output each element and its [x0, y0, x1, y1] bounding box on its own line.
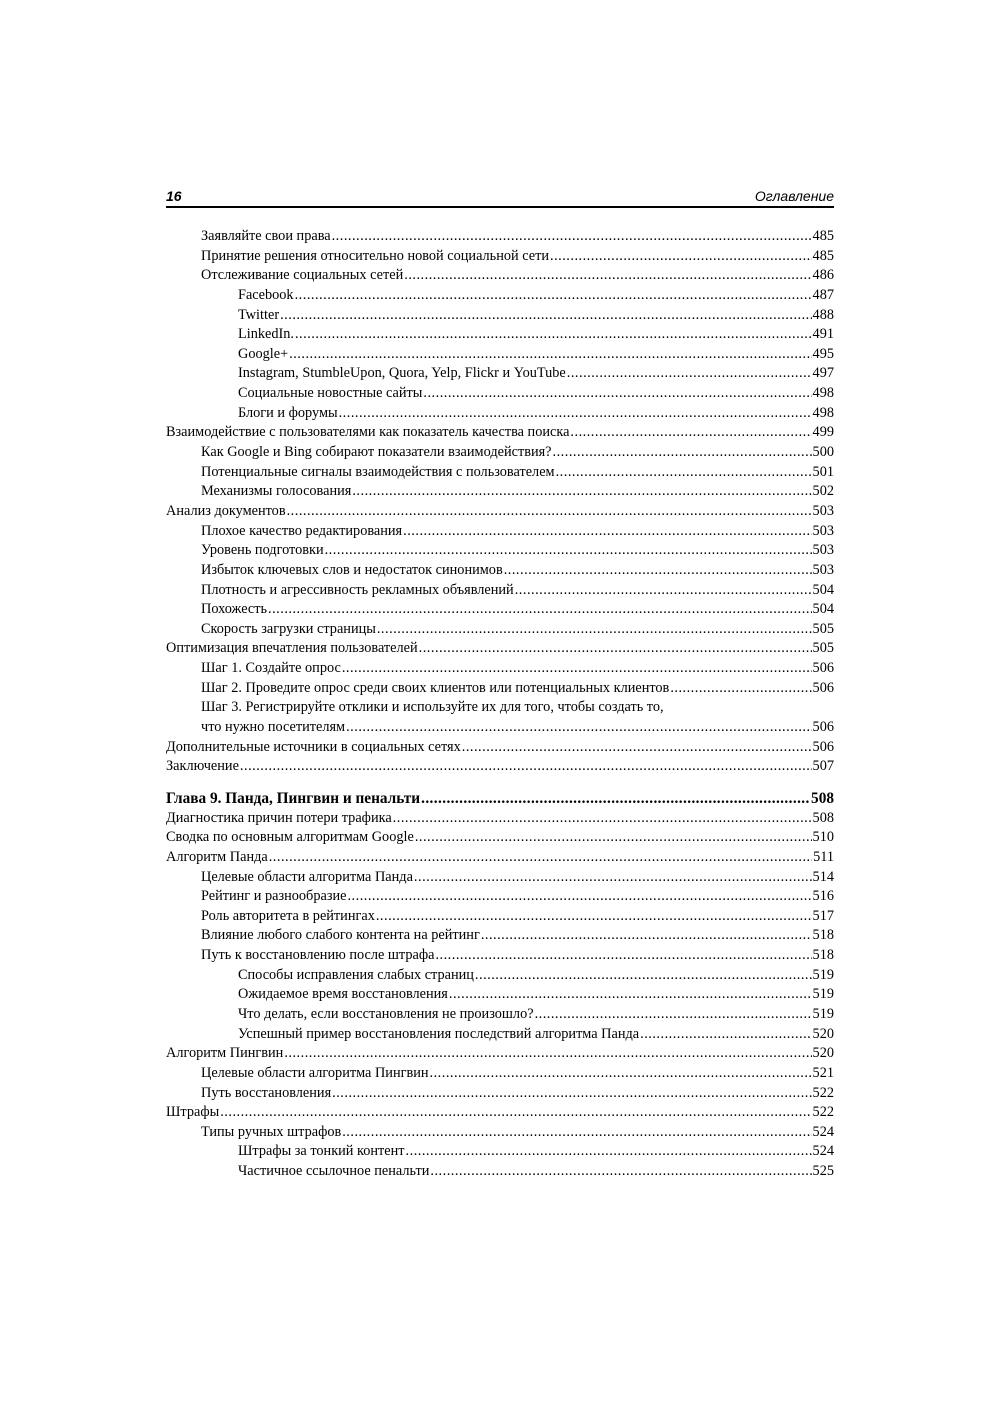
- toc-page-number: 506: [812, 719, 834, 736]
- toc-page-number: 504: [812, 581, 834, 598]
- toc-entry-title: Facebook: [238, 286, 294, 303]
- toc-page-number: 500: [812, 444, 834, 461]
- toc-entry-title: Оптимизация впечатления пользователей: [166, 640, 418, 657]
- toc-page-number: 517: [812, 907, 834, 924]
- toc-entry: [166, 522, 834, 542]
- toc-entry: [166, 757, 834, 777]
- toc-entry: [166, 620, 834, 640]
- toc-entry-title: Социальные новостные сайты: [238, 385, 423, 402]
- toc-entry: [166, 345, 834, 365]
- toc-page-number: 503: [812, 502, 834, 519]
- dot-leader: [556, 463, 812, 483]
- dot-leader: [535, 1005, 812, 1025]
- toc-page-number: 498: [812, 385, 834, 402]
- toc-entry-title: Сводка по основным алгоритмам Google: [166, 829, 414, 846]
- toc-entry: [166, 946, 834, 966]
- toc-entry: [166, 1084, 834, 1104]
- toc-entry-title: Заключение: [166, 758, 239, 775]
- toc-entry: [166, 1005, 834, 1025]
- dot-leader: [430, 1064, 812, 1084]
- toc-page-number: 518: [812, 947, 834, 964]
- dot-leader: [342, 659, 812, 679]
- toc-entry-title: Ожидаемое время восстановления: [238, 986, 448, 1003]
- toc-page-number: 520: [812, 1025, 834, 1042]
- dot-leader: [462, 738, 812, 758]
- toc-entry: [166, 1025, 834, 1045]
- toc-entry: [166, 600, 834, 620]
- toc-entry-title: Уровень подготовки: [201, 542, 324, 559]
- toc-entry: [166, 561, 834, 581]
- toc-entry-title: Шаг 1. Создайте опрос: [201, 660, 341, 677]
- toc-entry-title: Instagram, StumbleUpon, Quora, Yelp, Flickr и YouTube: [238, 365, 566, 382]
- toc-entry-title: Шаг 2. Проведите опрос среди своих клиентов или потенциальных клиентов: [201, 679, 670, 696]
- toc-entry-title: Штрафы за тонкий контент: [238, 1143, 405, 1160]
- toc-entry-title: Как Google и Bing собирают показатели взаимодействия?: [201, 444, 552, 461]
- dot-leader: [268, 600, 812, 620]
- toc-page-number: 504: [812, 601, 834, 618]
- toc-page-number: 487: [812, 286, 834, 303]
- toc-page-number: 503: [812, 561, 834, 578]
- toc-entry-title: Успешный пример восстановления последствий алгоритма Панда: [238, 1025, 640, 1042]
- toc-entry: [166, 907, 834, 927]
- toc-entry-title: Google+: [238, 345, 289, 362]
- toc-page-number: 520: [812, 1045, 834, 1062]
- toc-page-number: 516: [812, 888, 834, 905]
- toc-page-number: 499: [812, 424, 834, 441]
- toc-entry-title: Алгоритм Панда: [166, 848, 268, 865]
- toc-entry-title-continuation: что нужно посетителям: [201, 719, 346, 736]
- toc-entry-title: Шаг 3. Регистрируйте отклики и используйте их для того, чтобы создать то,: [201, 699, 664, 716]
- dot-leader: [332, 1084, 811, 1104]
- dot-leader: [435, 946, 811, 966]
- page-number: 16: [166, 188, 182, 204]
- toc-entry-title: Заявляйте свои права: [201, 228, 331, 244]
- toc-entry-title: Рейтинг и разнообразие: [201, 888, 347, 905]
- toc-entry-title: Принятие решения относительно новой социальной сети: [201, 247, 549, 264]
- toc-page-number: 524: [812, 1123, 834, 1140]
- toc-entry: [166, 1162, 834, 1182]
- toc-entry: [166, 247, 834, 267]
- toc-page-number: 514: [812, 868, 834, 885]
- toc-page-number: 524: [812, 1143, 834, 1160]
- toc-entry: [166, 679, 834, 699]
- toc-entry: [166, 738, 834, 758]
- toc-entry-title: Механизмы голосования: [201, 483, 352, 500]
- toc-entry: [166, 828, 834, 848]
- toc-page-number: 519: [812, 966, 834, 983]
- toc-entry-title: Путь к восстановлению после штрафа: [201, 947, 435, 964]
- toc-entry-title: Роль авторитета в рейтингах: [201, 907, 375, 924]
- toc-entry-title: Скорость загрузки страницы: [201, 620, 376, 637]
- toc-entry: [166, 868, 834, 888]
- toc-page-number: 503: [812, 522, 834, 539]
- toc-entry: [166, 306, 834, 326]
- toc-entry-title: Блоги и форумы: [238, 404, 338, 421]
- toc-entry-title: Плохое качество редактирования: [201, 522, 403, 539]
- toc-page-number: 522: [812, 1104, 834, 1121]
- toc-page-number: 506: [812, 660, 834, 677]
- toc-page-number: 511: [813, 848, 834, 865]
- toc-entry: [166, 325, 834, 345]
- dot-leader: [421, 789, 810, 809]
- toc-entry: [166, 848, 834, 868]
- dot-leader: [553, 443, 812, 463]
- toc-entry-title: Штрафы: [166, 1104, 220, 1121]
- dot-leader: [295, 325, 812, 345]
- toc-entry: [166, 809, 834, 829]
- toc-chapter-entry: [166, 789, 834, 809]
- toc-page-number: 506: [812, 738, 834, 755]
- dot-leader: [346, 718, 811, 738]
- toc-page-number: 510: [812, 829, 834, 846]
- toc-entry: [166, 639, 834, 659]
- toc-page-number: 503: [812, 542, 834, 559]
- toc-entry-title: Потенциальные сигналы взаимодействия с пользователем: [201, 463, 555, 480]
- toc-page-number: 508: [812, 809, 834, 826]
- toc-entry-title: Целевые области алгоритма Панда: [201, 868, 413, 885]
- toc-page-number: 491: [812, 326, 834, 343]
- toc-entry-title: Анализ документов: [166, 502, 286, 519]
- dot-leader: [280, 306, 811, 326]
- dot-leader: [406, 1142, 812, 1162]
- dot-leader: [430, 1162, 811, 1182]
- toc-entry-title: LinkedIn.: [238, 326, 294, 343]
- dot-leader: [284, 1044, 811, 1064]
- toc-entry-title: Влияние любого слабого контента на рейтинг: [201, 927, 480, 944]
- dot-leader: [403, 522, 811, 542]
- dot-leader: [515, 581, 812, 601]
- toc-entry: [166, 482, 834, 502]
- toc-entry: [166, 541, 834, 561]
- toc-entry: [166, 404, 834, 424]
- toc-entry: [166, 659, 834, 679]
- toc-entry: [166, 1064, 834, 1084]
- dot-leader: [332, 227, 812, 247]
- dot-leader: [325, 541, 812, 561]
- dot-leader: [567, 364, 812, 384]
- dot-leader: [449, 985, 812, 1005]
- toc-page-number: 495: [812, 345, 834, 362]
- toc-entry-title: Избыток ключевых слов и недостаток синонимов: [201, 561, 503, 578]
- toc-entry-title: Что делать, если восстановления не произошло?: [238, 1005, 534, 1022]
- dot-leader: [289, 345, 811, 365]
- running-title: Оглавление: [754, 188, 834, 204]
- table-of-contents: [166, 227, 834, 1182]
- toc-page-number: 486: [812, 267, 834, 284]
- dot-leader: [287, 502, 812, 522]
- toc-entry: [166, 463, 834, 483]
- toc-entry: [166, 1044, 834, 1064]
- toc-page-number: 501: [812, 463, 834, 480]
- dot-leader: [339, 404, 812, 424]
- toc-page-number: 507: [812, 758, 834, 775]
- toc-entry-title: Алгоритм Пингвин: [166, 1045, 284, 1062]
- toc-entry-title: Похожесть: [201, 601, 268, 618]
- dot-leader: [550, 247, 812, 267]
- toc-entry-title: Отслеживание социальных сетей: [201, 267, 404, 284]
- dot-leader: [295, 286, 812, 306]
- dot-leader: [504, 561, 812, 581]
- toc-page-number: 519: [812, 986, 834, 1003]
- toc-page-number: 518: [812, 927, 834, 944]
- toc-entry: [166, 1103, 834, 1123]
- toc-page-number: 521: [812, 1064, 834, 1081]
- toc-entry-title: Twitter: [238, 306, 280, 323]
- dot-leader: [481, 926, 812, 946]
- toc-page-number: 502: [812, 483, 834, 500]
- toc-entry: [166, 1123, 834, 1143]
- dot-leader: [404, 266, 811, 286]
- toc-entry: [166, 718, 834, 738]
- toc-entry: [166, 966, 834, 986]
- dot-leader: [342, 1123, 811, 1143]
- dot-leader: [415, 828, 812, 848]
- toc-page-number: 498: [812, 404, 834, 421]
- toc-entry: [166, 266, 834, 286]
- dot-leader: [269, 848, 812, 868]
- dot-leader: [570, 423, 811, 443]
- toc-page-number: 505: [812, 620, 834, 637]
- dot-leader: [670, 679, 811, 699]
- toc-entry-title: Глава 9. Панда, Пингвин и пенальти: [166, 789, 421, 807]
- dot-leader: [347, 887, 811, 907]
- dot-leader: [419, 639, 812, 659]
- toc-page-number: 497: [812, 365, 834, 382]
- dot-leader: [475, 966, 812, 986]
- toc-entry-title: Целевые области алгоритма Пингвин: [201, 1064, 429, 1081]
- toc-entry: [166, 443, 834, 463]
- toc-entry: [166, 887, 834, 907]
- toc-entry-title: Путь восстановления: [201, 1084, 332, 1101]
- toc-entry-title: Способы исправления слабых страниц: [238, 966, 474, 983]
- dot-leader: [240, 757, 812, 777]
- toc-entry: [166, 364, 834, 384]
- toc-page-number: 488: [812, 306, 834, 323]
- toc-entry: [166, 1142, 834, 1162]
- dot-leader: [393, 809, 812, 829]
- toc-page-number: 519: [812, 1005, 834, 1022]
- toc-entry-title: Плотность и агрессивность рекламных объявлений: [201, 581, 514, 598]
- toc-entry: [166, 502, 834, 522]
- dot-leader: [640, 1025, 811, 1045]
- toc-page-number: 485: [812, 228, 834, 244]
- toc-entry-title: Дополнительные источники в социальных сетях: [166, 738, 461, 755]
- toc-entry-title: Типы ручных штрафов: [201, 1123, 342, 1140]
- toc-page-number: 485: [812, 247, 834, 264]
- toc-page-number: 525: [812, 1163, 834, 1180]
- toc-page-number: 522: [812, 1084, 834, 1101]
- toc-entry: [166, 423, 834, 443]
- dot-leader: [352, 482, 811, 502]
- document-page: [166, 186, 834, 1182]
- toc-page-number: 506: [812, 679, 834, 696]
- toc-entry: [166, 926, 834, 946]
- dot-leader: [414, 868, 812, 888]
- toc-page-number: 508: [811, 789, 834, 807]
- toc-entry: [166, 985, 834, 1005]
- toc-entry: [166, 286, 834, 306]
- dot-leader: [423, 384, 811, 404]
- toc-entry: [166, 384, 834, 404]
- dot-leader: [376, 907, 812, 927]
- toc-entry: [166, 581, 834, 601]
- toc-entry: [166, 227, 834, 247]
- toc-entry-text-line: [166, 698, 834, 718]
- toc-entry-title: Взаимодействие с пользователями как показатель качества поиска: [166, 424, 570, 441]
- running-header: [166, 186, 834, 208]
- toc-entry-title: Частичное ссылочное пенальти: [238, 1163, 430, 1180]
- dot-leader: [377, 620, 812, 640]
- toc-page-number: 505: [812, 640, 834, 657]
- dot-leader: [220, 1103, 811, 1123]
- toc-entry-title: Диагностика причин потери трафика: [166, 809, 392, 826]
